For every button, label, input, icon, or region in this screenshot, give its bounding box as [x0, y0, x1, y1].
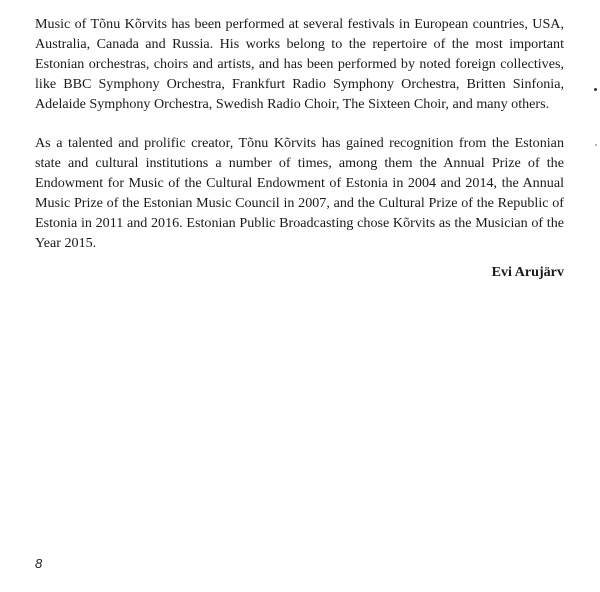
page-number: 8 — [35, 556, 43, 571]
scan-speck — [594, 88, 597, 91]
paragraph-performances: Music of Tõnu Kõrvits has been performed at several festivals in European countries, USA, Australia, Canada and Russia. His works belong to the repertoire of the most important Estonian orchestras, choirs and artists, and has been performed by noted foreign collectives, like BBC Symphony Orchestra, Frankfurt Radio Symphony Orchestra, Britten Sinfonia, Adelaide Symphony Orchestra, Swedish Radio Choir, The Sixteen Choir, and many others. — [35, 16, 564, 112]
scan-speck — [595, 144, 597, 146]
booklet-page-text — [35, 14, 564, 282]
author-signature: Evi Arujärv — [491, 264, 564, 280]
paragraph-recognition: As a talented and prolific creator, Tõnu Kõrvits has gained recognition from the Estonian state and cultural institutions a number of times, among them the Annual Prize of the Endowment for Music of the Cultural Endowment of Estonia in 2004 and 2014, the Annual Music Prize of the Estonian Music Council in 2007, and the Cultural Prize of the Republic of Estonia in 2011 and 2016. Estonian Public Broadcasting chose Kõrvits as the Musician of the Year 2015. — [35, 135, 564, 251]
